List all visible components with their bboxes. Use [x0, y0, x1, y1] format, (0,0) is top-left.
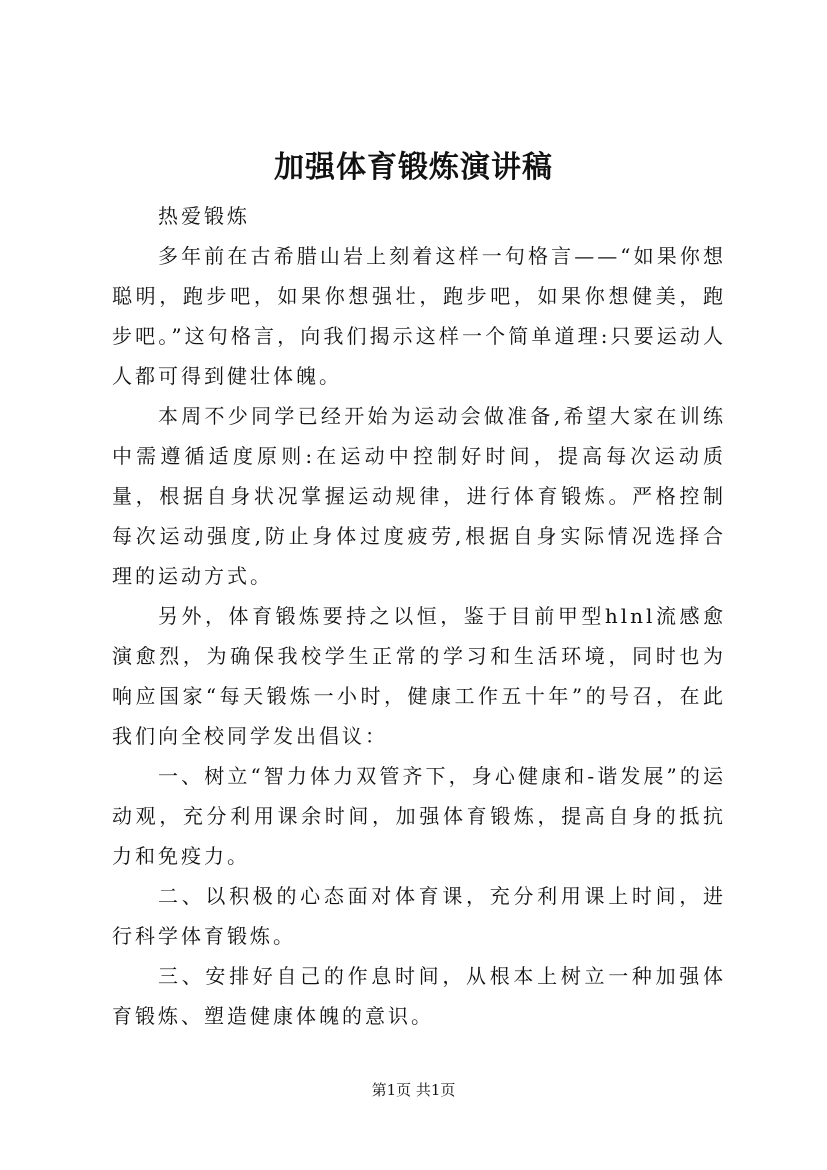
- document-title: 加强体育锻炼演讲稿: [274, 150, 553, 185]
- paragraph-heading: 热爱锻炼: [158, 204, 250, 228]
- paragraph-point-one: 一、树立“智力体力双管齐下，身心健康和-谐发展”的运动观，充分利用课余时间，加强体育锻炼，提高自身的抵抗力和免疫力。: [112, 764, 726, 868]
- page-footer: 第1页 共1页: [371, 1081, 456, 1099]
- paragraph-initiative: 另外，体育锻炼要持之以恒，鉴于目前甲型hlnl流感愈演愈烈，为确保我校学生正常的学习和生活环境，同时也为响应国家“每天锻炼一小时，健康工作五十年”的号召，在此我们向全校同学发出倡议：: [112, 604, 726, 748]
- document-body: [112, 196, 726, 1036]
- paragraph-sports-meet: 本周不少同学已经开始为运动会做准备,希望大家在训练中需遵循适度原则:在运动中控制好时间，提高每次运动质量，根据自身状况掌握运动规律，进行体育锻炼。严格控制每次运动强度,防止身体过度疲劳,根据自身实际情况选择合理的运动方式。: [112, 404, 726, 588]
- paragraph-point-two: 二、以积极的心态面对体育课，充分利用课上时间，进行科学体育锻炼。: [112, 884, 726, 948]
- paragraph-point-three: 三、安排好自己的作息时间，从根本上树立一种加强体育锻炼、塑造健康体魄的意识。: [112, 964, 726, 1028]
- paragraph-motto: 多年前在古希腊山岩上刻着这样一句格言——“如果你想聪明，跑步吧，如果你想强壮，跑步吧，如果你想健美，跑步吧。”这句格言，向我们揭示这样一个简单道理:只要运动人人都可得到健壮体魄。: [112, 244, 726, 388]
